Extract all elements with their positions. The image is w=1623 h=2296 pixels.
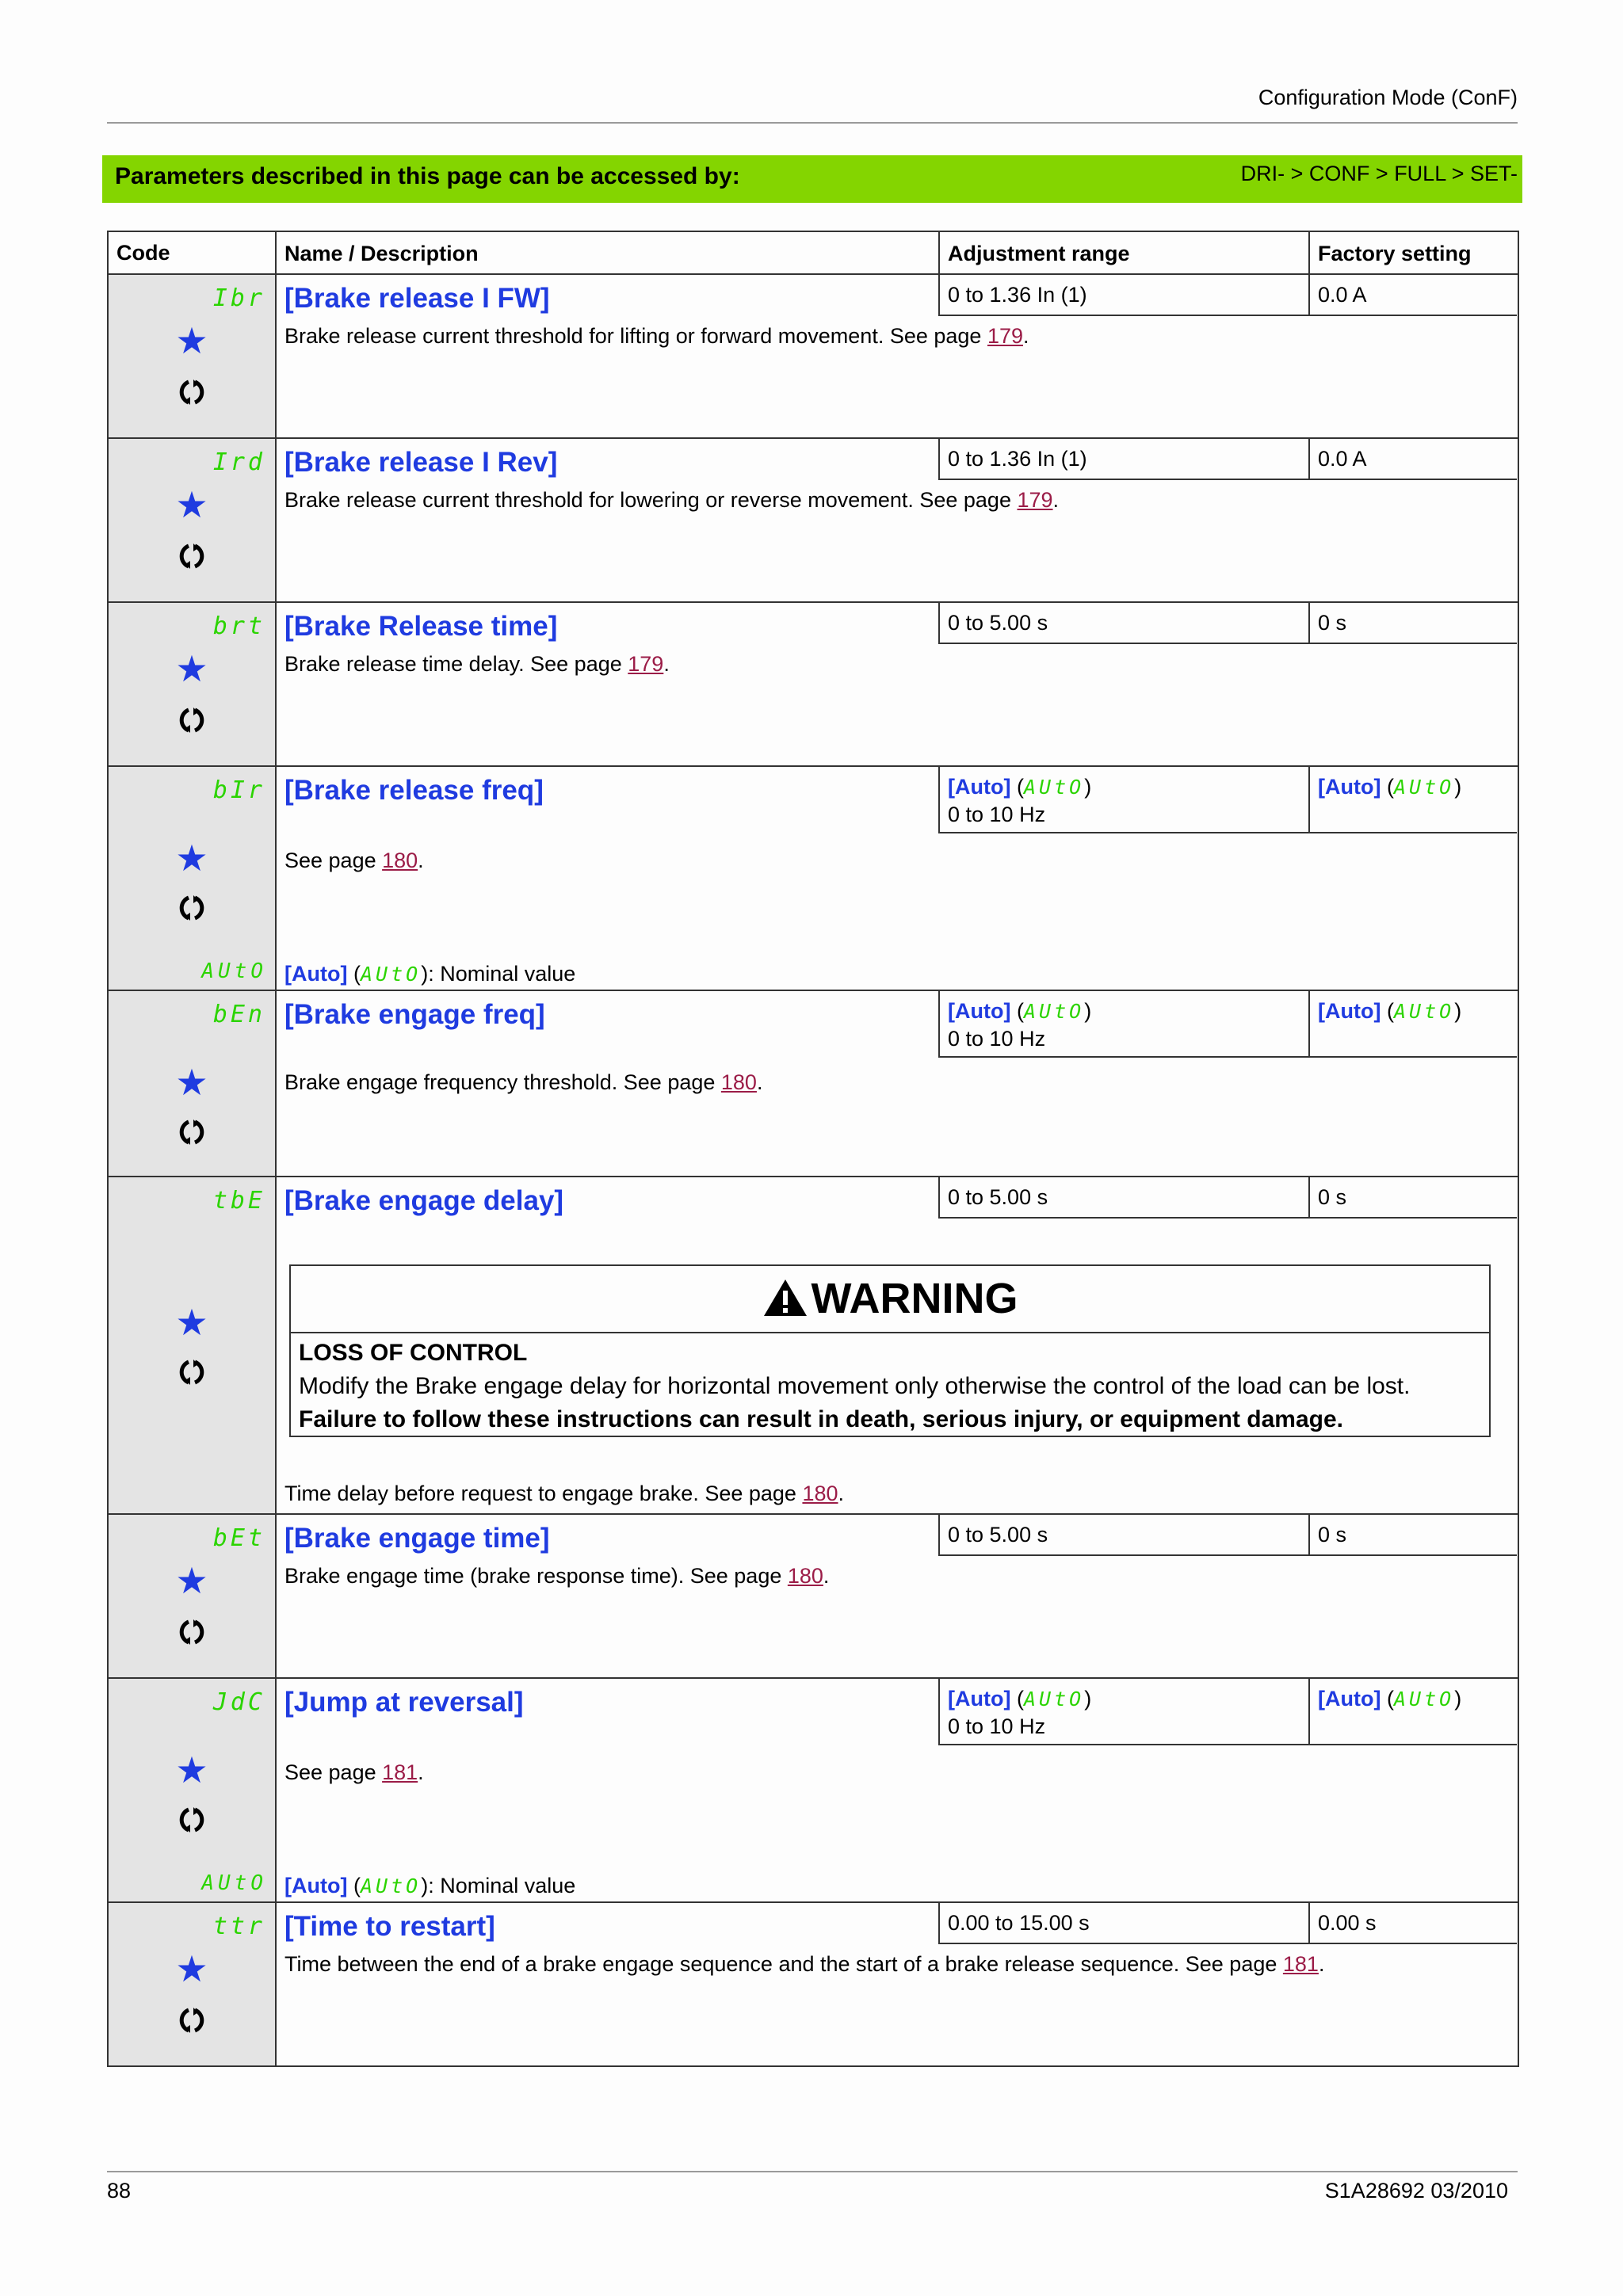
parameter-name: [Brake engage time]: [285, 1523, 550, 1554]
option-code: AUtO: [201, 1871, 267, 1895]
range-value: 0 to 10 Hz: [948, 1027, 1046, 1051]
parameter-description: [285, 1760, 424, 1785]
table-row: [108, 438, 1518, 602]
description-cell: [276, 1514, 1518, 1678]
table-row: [108, 1514, 1518, 1678]
adjustment-range: 0 to 5.00 s: [938, 1177, 1308, 1219]
factory-setting: 0 s: [1308, 603, 1517, 644]
factory-setting: 0 s: [1308, 1515, 1517, 1556]
description-period: .: [1318, 1952, 1325, 1976]
warning-box: [289, 1264, 1491, 1437]
auto-label: [Auto]: [1318, 999, 1381, 1023]
parameter-description: [285, 1482, 844, 1506]
parameter-name: [Jump at reversal]: [285, 1687, 524, 1718]
parameter-description: [285, 849, 424, 873]
star-icon: ★: [175, 1749, 208, 1791]
factory-setting: 0.0 A: [1308, 439, 1517, 480]
warning-body: [291, 1333, 1489, 1440]
code-cell: [108, 438, 276, 602]
description-period: .: [838, 1482, 845, 1505]
option-description: [Auto] (AUtO): Nominal value: [285, 962, 576, 986]
description-period: .: [823, 1564, 830, 1588]
option-text: : Nominal value: [428, 1874, 576, 1897]
description-text: Brake engage time (brake response time). See page: [285, 1564, 788, 1588]
cycle-icon: [176, 1116, 208, 1154]
code-cell: [108, 274, 276, 438]
description-text: See page: [285, 849, 383, 872]
description-cell: [276, 1177, 1518, 1514]
code-cell: [108, 1177, 276, 1514]
parameter-code: bEn: [212, 1001, 265, 1028]
auto-code: AUtO: [1023, 776, 1085, 799]
page-number: 88: [107, 2179, 132, 2203]
factory-setting: [Auto] (AUtO): [1308, 767, 1517, 833]
warning-heading: [291, 1266, 1489, 1333]
star-icon: ★: [175, 1560, 208, 1601]
factory-setting: 0.00 s: [1308, 1903, 1517, 1944]
parameter-code: ttr: [212, 1913, 265, 1940]
auto-label: [Auto]: [1318, 1687, 1381, 1711]
parameter-description: [285, 488, 1059, 513]
warning-title: LOSS OF CONTROL: [299, 1340, 528, 1366]
parameter-description: [285, 324, 1029, 349]
page-link[interactable]: 180: [787, 1564, 823, 1588]
parameter-name: [Brake release I Rev]: [285, 447, 558, 478]
description-period: .: [418, 849, 424, 872]
auto-label: [Auto]: [948, 999, 1011, 1023]
table-row: [108, 1678, 1518, 1902]
section-header: Configuration Mode (ConF): [1258, 86, 1518, 109]
parameter-name: [Brake Release time]: [285, 611, 558, 642]
star-icon: ★: [175, 837, 208, 879]
parameters-table: [107, 231, 1519, 2067]
adjustment-range: 0 to 5.00 s: [938, 603, 1308, 644]
code-cell: [108, 1678, 276, 1902]
adjustment-range: [Auto] (AUtO) 0 to 10 Hz: [938, 991, 1308, 1058]
footer-divider: [107, 2171, 1518, 2172]
parameter-name: [Brake release freq]: [285, 775, 544, 806]
description-period: .: [663, 652, 670, 676]
code-cell: [108, 602, 276, 766]
star-icon: ★: [175, 1948, 208, 1989]
access-path: DRI- > CONF > FULL > SET-: [1240, 162, 1518, 185]
column-header-range: Adjustment range: [938, 232, 1308, 273]
adjustment-range: 0 to 1.36 In (1): [938, 439, 1308, 480]
parameter-description: [285, 1564, 829, 1589]
option-description: [Auto] (AUtO): Nominal value: [285, 1874, 576, 1897]
table-row: [108, 990, 1518, 1177]
description-period: .: [756, 1070, 763, 1094]
option-label: [Auto]: [285, 1874, 348, 1897]
option-code-inline: AUtO: [360, 1875, 422, 1897]
warning-heading-text: WARNING: [811, 1275, 1018, 1322]
cycle-icon: [176, 1356, 208, 1394]
description-text: Time between the end of a brake engage sequence and the start of a brake release sequence. See page: [285, 1952, 1283, 1976]
table-row: [108, 1902, 1518, 2066]
auto-code: AUtO: [1393, 776, 1455, 799]
column-header-name: Name / Description: [285, 242, 479, 265]
warning-text: Modify the Brake engage delay for horizontal movement only otherwise the control of the load can be lost.: [299, 1373, 1411, 1399]
description-text: See page: [285, 1760, 383, 1784]
cycle-icon: [176, 376, 208, 414]
adjustment-range: 0 to 5.00 s: [938, 1515, 1308, 1556]
table-row: [108, 274, 1518, 438]
parameter-description: [285, 1070, 762, 1095]
parameter-name: [Brake engage delay]: [285, 1185, 564, 1216]
cycle-icon: [176, 1616, 208, 1653]
description-period: .: [1023, 324, 1029, 348]
adjustment-range: 0 to 1.36 In (1): [938, 275, 1308, 316]
adjustment-range: [Auto] (AUtO) 0 to 10 Hz: [938, 1679, 1308, 1745]
description-cell: [276, 1902, 1518, 2066]
column-header-factory: Factory setting: [1308, 232, 1518, 273]
page-link[interactable]: 180: [802, 1482, 838, 1505]
description-text: Brake engage frequency threshold. See page: [285, 1070, 721, 1094]
description-cell: [276, 274, 1518, 438]
parameter-code: tbE: [212, 1187, 265, 1215]
description-text: Time delay before request to engage brake. See page: [285, 1482, 803, 1505]
description-text: Brake release current threshold for lowering or reverse movement. See page: [285, 488, 1018, 512]
description-text: Brake release current threshold for lifting or forward movement. See page: [285, 324, 987, 348]
description-cell: [276, 438, 1518, 602]
table-row: [108, 602, 1518, 766]
cycle-icon: [176, 1804, 208, 1841]
description-cell: [276, 990, 1518, 1177]
warning-consequence: Failure to follow these instructions can result in death, serious injury, or equipment damage.: [299, 1406, 1344, 1432]
factory-setting: 0.0 A: [1308, 275, 1517, 316]
star-icon: ★: [175, 648, 208, 689]
description-cell: [276, 1678, 1518, 1902]
page-link[interactable]: 179: [1017, 488, 1053, 512]
parameter-description: [285, 1952, 1324, 1977]
page-link[interactable]: 181: [382, 1760, 418, 1784]
parameter-name: [Time to restart]: [285, 1911, 495, 1942]
page-link[interactable]: 180: [382, 849, 418, 872]
cycle-icon: [176, 540, 208, 578]
access-title: Parameters described in this page can be accessed by:: [115, 163, 740, 189]
table-row: [108, 766, 1518, 990]
option-text: : Nominal value: [428, 962, 576, 986]
access-bar: [102, 155, 1522, 203]
parameter-code: brt: [212, 612, 265, 640]
header-divider: [107, 122, 1518, 124]
star-icon: ★: [175, 320, 208, 361]
page-link[interactable]: 179: [987, 324, 1024, 348]
adjustment-range: 0.00 to 15.00 s: [938, 1903, 1308, 1944]
page-link[interactable]: 180: [720, 1070, 757, 1094]
option-code-inline: AUtO: [360, 963, 422, 986]
document-reference: S1A28692 03/2010: [1324, 2179, 1508, 2203]
auto-label: [Auto]: [948, 1687, 1011, 1711]
parameter-code: bIr: [212, 776, 265, 804]
parameter-code: Ibr: [212, 284, 265, 312]
table-row: [108, 1177, 1518, 1514]
warning-triangle-icon: [762, 1278, 808, 1318]
range-value: 0 to 10 Hz: [948, 1714, 1046, 1738]
parameter-code: JdC: [212, 1688, 265, 1716]
description-cell: [276, 602, 1518, 766]
description-period: .: [418, 1760, 424, 1784]
cycle-icon: [176, 892, 208, 929]
page-link[interactable]: 181: [1282, 1952, 1319, 1976]
option-label: [Auto]: [285, 962, 348, 986]
star-icon: ★: [175, 1062, 208, 1103]
table-header-row: [108, 231, 1518, 274]
range-value: 0 to 10 Hz: [948, 803, 1046, 826]
column-header-group: [276, 231, 1518, 274]
factory-setting: [Auto] (AUtO): [1308, 1679, 1517, 1745]
code-cell: [108, 1902, 276, 2066]
code-cell: [108, 766, 276, 990]
auto-code: AUtO: [1023, 1688, 1085, 1711]
auto-code: AUtO: [1023, 1000, 1085, 1023]
description-text: Brake release time delay. See page: [285, 652, 628, 676]
star-icon: ★: [175, 484, 208, 525]
parameter-code: Ird: [212, 448, 265, 476]
code-cell: [108, 1514, 276, 1678]
parameter-code: bEt: [212, 1524, 265, 1552]
auto-label: [Auto]: [948, 775, 1011, 799]
auto-code: AUtO: [1393, 1688, 1455, 1711]
option-code: AUtO: [201, 959, 267, 983]
code-cell: [108, 990, 276, 1177]
description-cell: [276, 766, 1518, 990]
cycle-icon: [176, 2004, 208, 2042]
description-period: .: [1052, 488, 1060, 512]
parameter-description: [285, 652, 670, 677]
page-link[interactable]: 179: [628, 652, 664, 676]
column-header-code: Code: [108, 231, 276, 274]
factory-setting: [Auto] (AUtO): [1308, 991, 1517, 1058]
factory-setting: 0 s: [1308, 1177, 1517, 1219]
cycle-icon: [176, 704, 208, 742]
auto-code: AUtO: [1393, 1000, 1455, 1023]
adjustment-range: [Auto] (AUtO) 0 to 10 Hz: [938, 767, 1308, 833]
parameter-name: [Brake engage freq]: [285, 999, 545, 1030]
parameter-name: [Brake release I FW]: [285, 283, 550, 314]
star-icon: ★: [175, 1302, 208, 1343]
auto-label: [Auto]: [1318, 775, 1381, 799]
